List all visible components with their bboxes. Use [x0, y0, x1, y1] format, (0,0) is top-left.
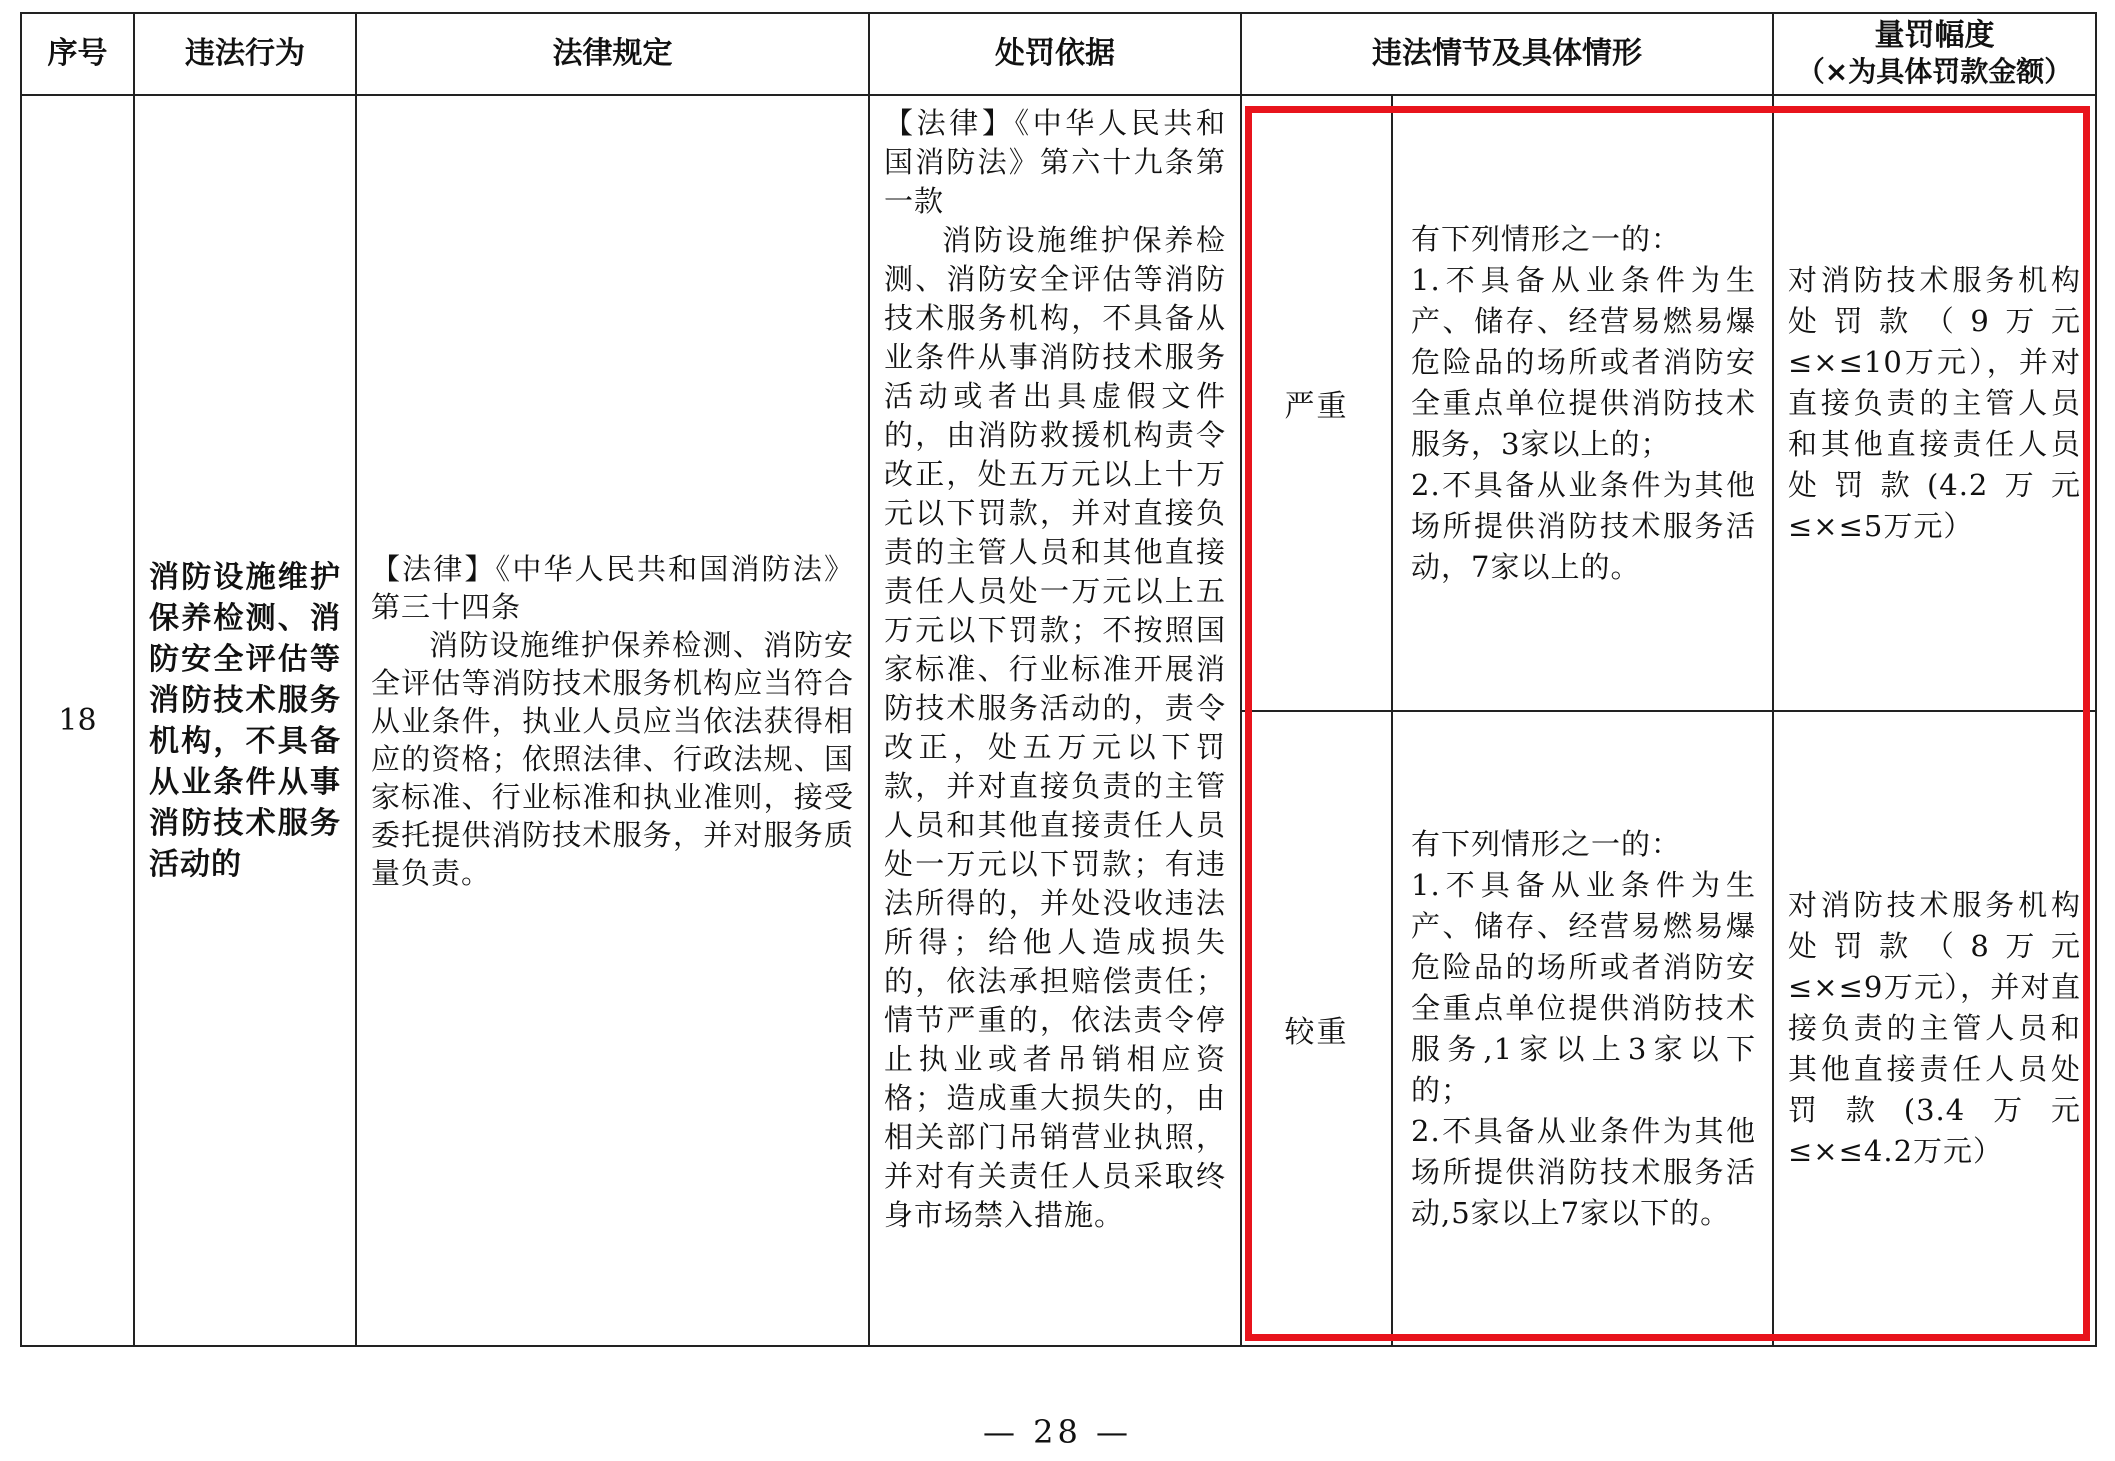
header-basis: 处罚依据 — [869, 13, 1241, 95]
header-act: 违法行为 — [134, 13, 356, 95]
detail-serious-intro: 有下列情形之一的： — [1411, 826, 1682, 861]
row-violation: 消防设施维护保养检测、消防安全评估等消防技术服务机构，不具备从业条件从事消防技术服务活动的 — [134, 95, 356, 1346]
header-penalty-line1: 量罚幅度 — [1874, 18, 1995, 53]
header-row — [21, 13, 2096, 95]
law-title: 【法律】《中华人民共和国消防法》第三十四条 — [371, 551, 854, 624]
row-law — [356, 95, 869, 1346]
detail-serious — [1392, 711, 1773, 1346]
penalty-severe: 对消防技术服务机构处罚款（9万元≤×≤10万元），并对直接负责的主管人员和其他直接责任人员处罚款(4.2万元≤×≤5万元） — [1773, 95, 2096, 711]
level-serious: 较重 — [1241, 711, 1392, 1346]
level-severe: 严重 — [1241, 95, 1392, 711]
detail-severe-intro: 有下列情形之一的： — [1411, 221, 1682, 256]
header-penalty — [1773, 13, 2096, 95]
law-body: 消防设施维护保养检测、消防安全评估等消防技术服务机构应当符合从业条件，执业人员应当依法获得相应的资格；依照法律、行政法规、国家标准、行业标准和执业准则，接受委托提供消防技术服务，并对服务质量负责。 — [371, 627, 854, 890]
page-number: — 28 — — [982, 1413, 1133, 1451]
basis-title: 【法律】《中华人民共和国消防法》第六十九条第一款 — [884, 106, 1226, 218]
detail-severe-item1: 1.不具备从业条件为生产、储存、经营易燃易爆危险品的场所或者消防安全重点单位提供消防技术服务，3家以上的； — [1411, 262, 1756, 461]
header-seq: 序号 — [21, 13, 134, 95]
header-law: 法律规定 — [356, 13, 869, 95]
detail-serious-item2: 2.不具备从业条件为其他场所提供消防技术服务活动,5家以上7家以下的。 — [1411, 1113, 1756, 1230]
basis-body: 消防设施维护保养检测、消防安全评估等消防技术服务机构，不具备从业条件从事消防技术服务活动或者出具虚假文件的，由消防救援机构责令改正，处五万元以上十万元以下罚款，并对直接负责的主管人员和其他直接责任人员处一万元以上五万元以下罚款；不按照国家标准、行业标准开展消防技术服务活动的，责令改正，处五万元以下罚款，并对直接负责的主管人员和其他直接责任人员处一万元以下罚款；有违法所得的，并处没收违法所得；给他人造成损失的，依法承担赔偿责任；情节严重的，依法责令停止执业或者吊销相应资格；造成重大损失的，由相关部门吊销营业执照，并对有关责任人员采取终身市场禁入措施。 — [884, 223, 1226, 1232]
penalty-table — [20, 12, 2097, 1347]
detail-severe — [1392, 95, 1773, 711]
header-situation: 违法情节及具体情形 — [1241, 13, 1773, 95]
detail-serious-item1: 1.不具备从业条件为生产、储存、经营易燃易爆危险品的场所或者消防安全重点单位提供消防技术服务,1家以上3家以下的； — [1411, 867, 1756, 1107]
table-row — [21, 95, 2096, 711]
row-basis — [869, 95, 1241, 1346]
penalty-serious: 对消防技术服务机构处罚款（8万元≤×≤9万元），并对直接负责的主管人员和其他直接责任人员处罚款(3.4万元≤×≤4.2万元） — [1773, 711, 2096, 1346]
row-seq: 18 — [21, 95, 134, 1346]
detail-severe-item2: 2.不具备从业条件为其他场所提供消防技术服务活动，7家以上的。 — [1411, 467, 1756, 584]
header-penalty-line2: （×为具体罚款金额） — [1796, 55, 2073, 88]
